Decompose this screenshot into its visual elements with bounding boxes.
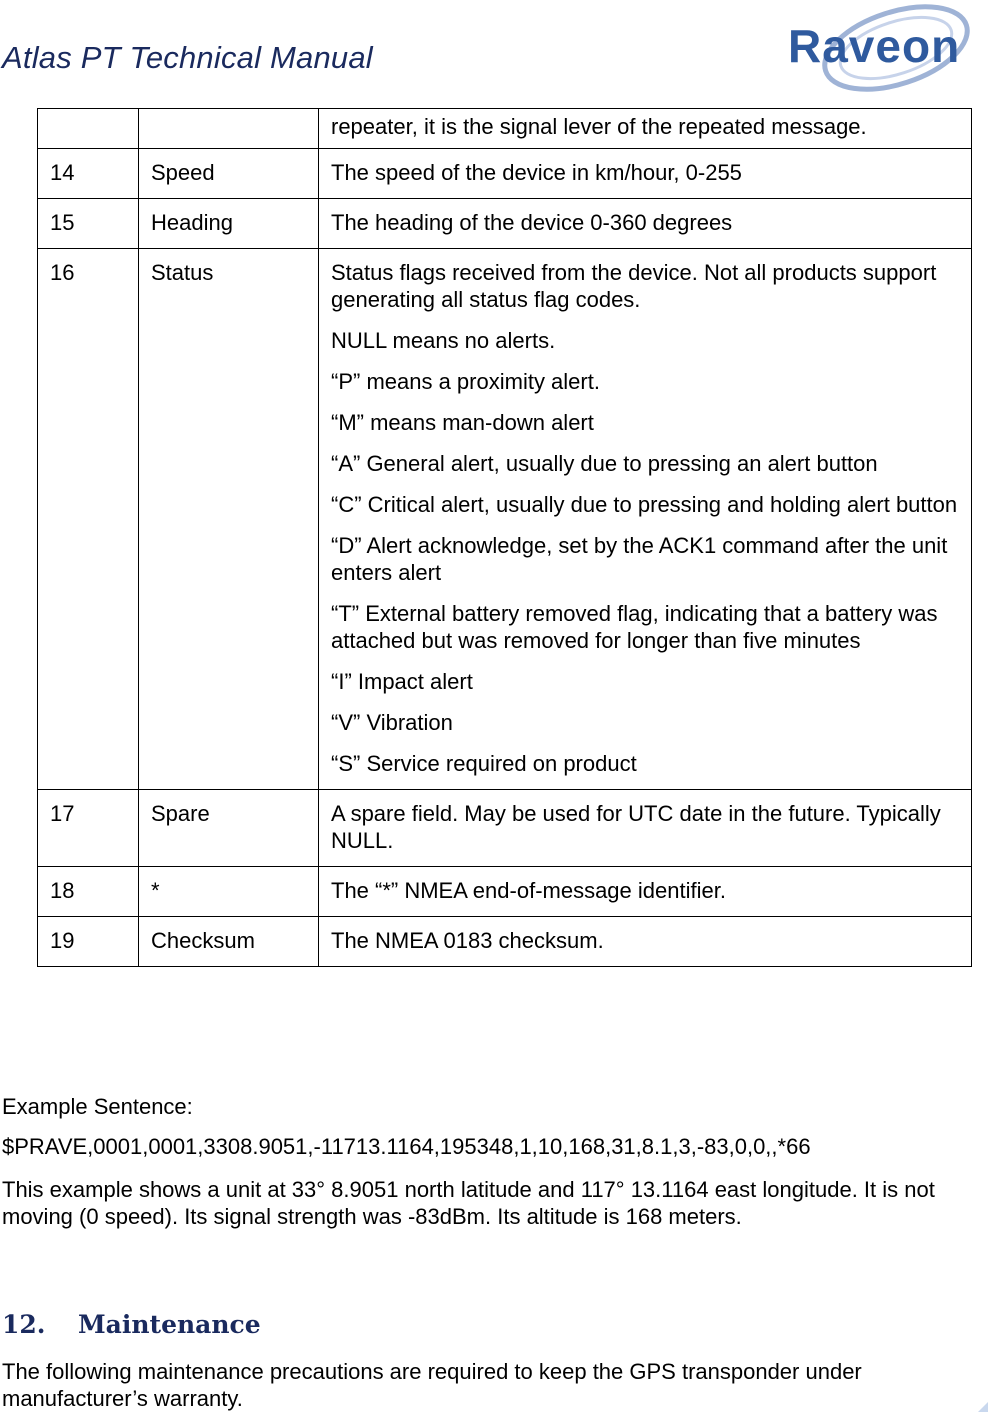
table-row [38, 917, 972, 967]
field-number: 16 [38, 249, 139, 790]
table-row [38, 790, 972, 867]
raveon-logo [784, 2, 988, 94]
field-name: Spare [139, 790, 319, 867]
description-line: The NMEA 0183 checksum. [331, 928, 604, 953]
description-line: repeater, it is the signal lever of the repeated message. [331, 114, 867, 139]
description-line: The “*” NMEA end-of-message identifier. [331, 878, 726, 903]
field-description [319, 109, 972, 149]
description-line: “C” Critical alert, usually due to pressing and holding alert button [331, 492, 958, 517]
field-name: Checksum [139, 917, 319, 967]
description-line: “D” Alert acknowledge, set by the ACK1 command after the unit enters alert [331, 533, 948, 585]
field-number: 18 [38, 867, 139, 917]
description-line: The heading of the device 0-360 degrees [331, 210, 733, 235]
description-line: The speed of the device in km/hour, 0-255 [331, 160, 742, 185]
field-number: 19 [38, 917, 139, 967]
field-number: 15 [38, 199, 139, 249]
page-corner-mark [978, 1396, 988, 1412]
description-line: A spare field. May be used for UTC date in the future. Typically NULL. [331, 801, 941, 853]
example-label: Example Sentence: [2, 1094, 193, 1119]
section-intro: The following maintenance precautions are required to keep the GPS transponder under manufacturer’s warranty. [2, 1359, 862, 1411]
description-line: “M” means man-down alert [331, 410, 594, 435]
description-line: “V” Vibration [331, 710, 453, 735]
field-number [38, 109, 139, 149]
section-number: 12. [2, 1310, 46, 1339]
field-name [139, 109, 319, 149]
nmea-field-table [37, 108, 972, 967]
table-row [38, 199, 972, 249]
field-name: Status [139, 249, 319, 790]
table-row [38, 867, 972, 917]
example-sentence: $PRAVE,0001,0001,3308.9051,-11713.1164,195348,1,10,168,31,8.1,3,-83,0,0,,*66 [2, 1134, 811, 1159]
description-line: “T” External battery removed flag, indicating that a battery was attached but was removed for longer than five minutes [331, 601, 938, 653]
field-description [319, 867, 972, 917]
field-name: * [139, 867, 319, 917]
document-title: Atlas PT Technical Manual [2, 40, 373, 75]
svg-text:Raveon: Raveon [788, 20, 961, 72]
table-row [38, 149, 972, 199]
field-description [319, 917, 972, 967]
description-line: “I” Impact alert [331, 669, 473, 694]
field-number: 14 [38, 149, 139, 199]
description-line: “P” means a proximity alert. [331, 369, 600, 394]
description-line: Status flags received from the device. Not all products support generating all status flag codes. [331, 260, 937, 312]
section-title: Maintenance [78, 1310, 261, 1339]
description-line: “A” General alert, usually due to pressing an alert button [331, 451, 878, 476]
field-description [319, 249, 972, 790]
example-explanation: This example shows a unit at 33° 8.9051 north latitude and 117° 13.1164 east longitude. It is not moving (0 speed). Its signal strength was -83dBm. Its altitude is 168 meters. [2, 1177, 935, 1229]
field-description [319, 149, 972, 199]
table-row [38, 249, 972, 790]
description-line: “S” Service required on product [331, 751, 637, 776]
section-heading [2, 1310, 261, 1339]
field-name: Speed [139, 149, 319, 199]
field-description [319, 199, 972, 249]
table-row [38, 109, 972, 149]
field-description [319, 790, 972, 867]
description-line: NULL means no alerts. [331, 328, 556, 353]
field-number: 17 [38, 790, 139, 867]
field-name: Heading [139, 199, 319, 249]
